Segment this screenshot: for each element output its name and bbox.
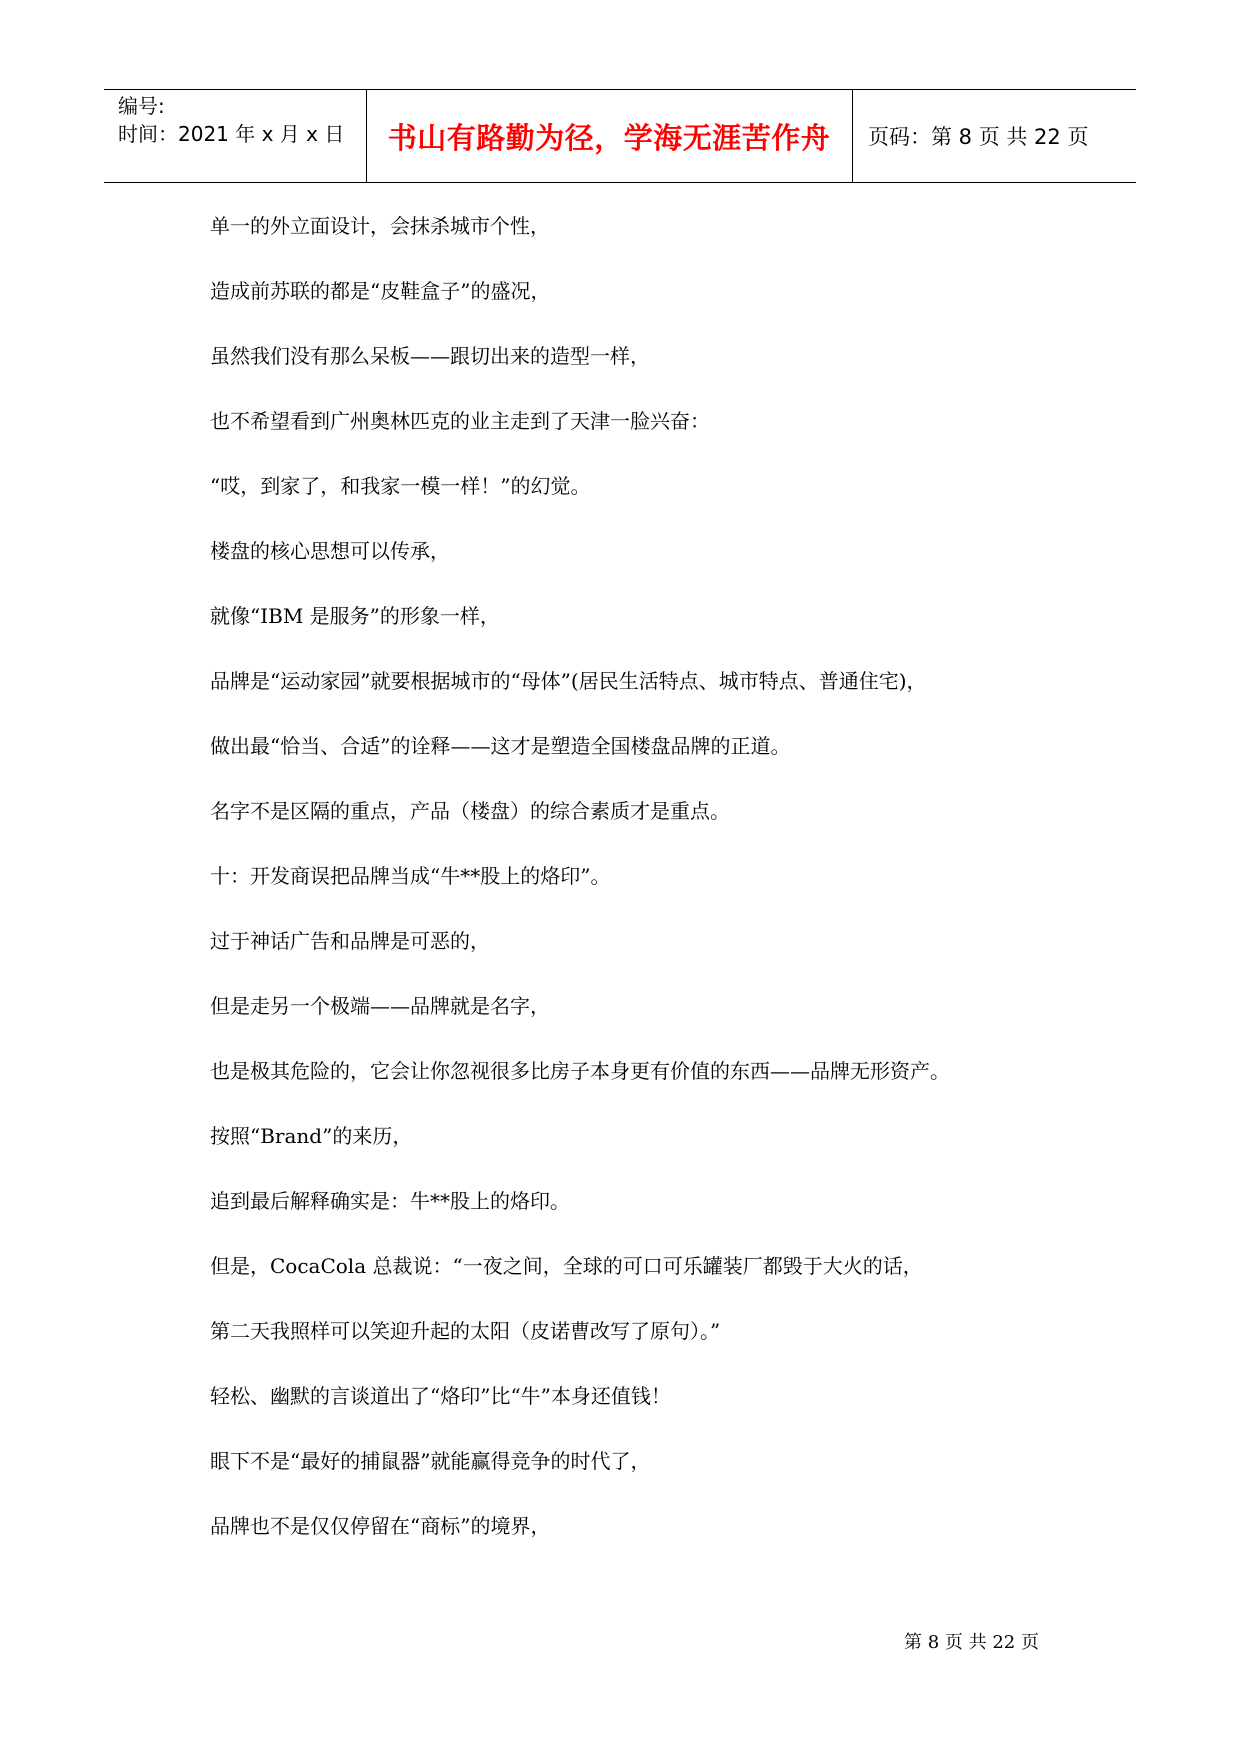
- text-line: 但是走另一个极端——品牌就是名字，: [210, 994, 550, 1018]
- header-divider: [852, 90, 853, 182]
- text-line: “哎，到家了，和我家一模一样！”的幻觉。: [210, 474, 591, 498]
- text-line: 就像“IBM 是服务”的形象一样，: [210, 604, 500, 628]
- page-footer: 第 8 页 共 22 页: [904, 1632, 1039, 1653]
- text-line: 单一的外立面设计，会抹杀城市个性，: [210, 214, 550, 238]
- time-label: 时间：2021 年 x 月 x 日: [118, 122, 345, 146]
- text-line: 轻松、幽默的言谈道出了“烙印”比“牛”本身还值钱！: [210, 1384, 671, 1408]
- header-page-info: 页码：第 8 页 共 22 页: [868, 125, 1089, 149]
- text-line: 过于神话广告和品牌是可恶的，: [210, 929, 490, 953]
- section-heading: 十：开发商误把品牌当成“牛**股上的烙印”。: [210, 864, 611, 888]
- text-line: 追到最后解释确实是：牛**股上的烙印。: [210, 1189, 570, 1213]
- text-line: 名字不是区隔的重点，产品（楼盘）的综合素质才是重点。: [210, 799, 730, 823]
- text-line: 第二天我照样可以笑迎升起的太阳（皮诺曹改写了原句）。”: [210, 1319, 721, 1343]
- text-line: 楼盘的核心思想可以传承，: [210, 539, 450, 563]
- header-meta: [118, 92, 358, 148]
- header-motto: 书山有路勤为径，学海无涯苦作舟: [387, 120, 831, 155]
- text-line: 也是极其危险的，它会让你忽视很多比房子本身更有价值的东西——品牌无形资产。: [210, 1059, 950, 1083]
- page-header: [104, 89, 1136, 183]
- text-line: 品牌是“运动家园”就要根据城市的“母体”(居民生活特点、城市特点、普通住宅)，: [210, 669, 927, 693]
- text-line: 但是，CocaCola 总裁说：“一夜之间，全球的可口可乐罐装厂都毁于大火的话，: [210, 1254, 923, 1278]
- text-line: 也不希望看到广州奥林匹克的业主走到了天津一脸兴奋：: [210, 409, 710, 433]
- text-line: 做出最“恰当、合适”的诠释——这才是塑造全国楼盘品牌的正道。: [210, 734, 791, 758]
- text-line: 虽然我们没有那么呆板——跟切出来的造型一样，: [210, 344, 650, 368]
- number-label: 编号:: [118, 94, 165, 118]
- text-line: 眼下不是“最好的捕鼠器”就能赢得竞争的时代了，: [210, 1449, 651, 1473]
- header-divider: [366, 90, 367, 182]
- document-body: [210, 205, 1110, 1570]
- text-line: 按照“Brand”的来历，: [210, 1124, 413, 1148]
- text-line: 品牌也不是仅仅停留在“商标”的境界，: [210, 1514, 551, 1538]
- text-line: 造成前苏联的都是“皮鞋盒子”的盛况，: [210, 279, 551, 303]
